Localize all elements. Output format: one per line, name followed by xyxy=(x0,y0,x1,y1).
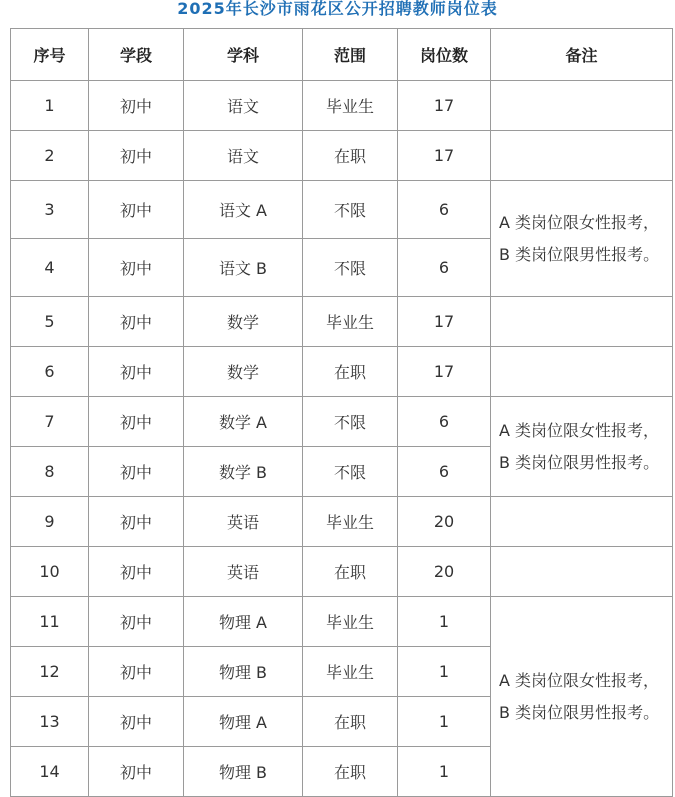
cell-stage: 初中 xyxy=(89,181,184,239)
cell-subject: 数学 xyxy=(184,297,303,347)
cell-note-empty xyxy=(491,81,673,131)
cell-no: 5 xyxy=(11,297,89,347)
cell-note-empty xyxy=(491,131,673,181)
cell-count: 1 xyxy=(398,747,491,797)
cell-scope: 在职 xyxy=(303,747,398,797)
cell-no: 4 xyxy=(11,239,89,297)
table-row xyxy=(11,397,673,447)
cell-note: A 类岗位限女性报考，B 类岗位限男性报考。 xyxy=(491,181,673,297)
cell-subject: 语文 xyxy=(184,131,303,181)
cell-no: 14 xyxy=(11,747,89,797)
cell-scope: 不限 xyxy=(303,239,398,297)
table-row xyxy=(11,131,673,181)
cell-scope: 毕业生 xyxy=(303,497,398,547)
cell-subject: 英语 xyxy=(184,547,303,597)
cell-count: 6 xyxy=(398,397,491,447)
cell-no: 13 xyxy=(11,697,89,747)
cell-subject: 物理 B xyxy=(184,747,303,797)
table-row xyxy=(11,597,673,647)
header-subject: 学科 xyxy=(184,29,303,81)
cell-stage: 初中 xyxy=(89,447,184,497)
cell-count: 17 xyxy=(398,81,491,131)
cell-stage: 初中 xyxy=(89,747,184,797)
cell-note-empty xyxy=(491,347,673,397)
cell-subject: 语文 xyxy=(184,81,303,131)
cell-note: A 类岗位限女性报考，B 类岗位限男性报考。 xyxy=(491,397,673,497)
header-stage: 学段 xyxy=(89,29,184,81)
cell-count: 17 xyxy=(398,131,491,181)
cell-subject: 物理 A xyxy=(184,697,303,747)
cell-count: 1 xyxy=(398,597,491,647)
table-row xyxy=(11,297,673,347)
cell-scope: 毕业生 xyxy=(303,647,398,697)
cell-stage: 初中 xyxy=(89,497,184,547)
cell-scope: 在职 xyxy=(303,697,398,747)
cell-no: 8 xyxy=(11,447,89,497)
cell-stage: 初中 xyxy=(89,239,184,297)
cell-count: 1 xyxy=(398,647,491,697)
cell-count: 17 xyxy=(398,297,491,347)
cell-no: 1 xyxy=(11,81,89,131)
cell-scope: 毕业生 xyxy=(303,297,398,347)
header-no: 序号 xyxy=(11,29,89,81)
cell-note-empty xyxy=(491,497,673,547)
cell-subject: 数学 A xyxy=(184,397,303,447)
header-count: 岗位数 xyxy=(398,29,491,81)
table-row xyxy=(11,547,673,597)
cell-count: 1 xyxy=(398,697,491,747)
cell-count: 17 xyxy=(398,347,491,397)
cell-scope: 毕业生 xyxy=(303,597,398,647)
cell-subject: 数学 B xyxy=(184,447,303,497)
cell-scope: 在职 xyxy=(303,347,398,397)
cell-count: 6 xyxy=(398,239,491,297)
cell-no: 6 xyxy=(11,347,89,397)
cell-no: 10 xyxy=(11,547,89,597)
header-note: 备注 xyxy=(491,29,673,81)
cell-scope: 不限 xyxy=(303,181,398,239)
table-header-row xyxy=(11,29,673,81)
cell-stage: 初中 xyxy=(89,131,184,181)
cell-no: 3 xyxy=(11,181,89,239)
cell-subject: 语文 A xyxy=(184,181,303,239)
cell-subject: 英语 xyxy=(184,497,303,547)
cell-subject: 数学 xyxy=(184,347,303,397)
cell-count: 20 xyxy=(398,547,491,597)
table-row xyxy=(11,181,673,239)
cell-stage: 初中 xyxy=(89,597,184,647)
cell-subject: 物理 A xyxy=(184,597,303,647)
cell-note-empty xyxy=(491,297,673,347)
cell-stage: 初中 xyxy=(89,347,184,397)
cell-stage: 初中 xyxy=(89,81,184,131)
cell-scope: 在职 xyxy=(303,547,398,597)
cell-stage: 初中 xyxy=(89,547,184,597)
cell-stage: 初中 xyxy=(89,297,184,347)
table-row xyxy=(11,497,673,547)
cell-no: 7 xyxy=(11,397,89,447)
cell-no: 2 xyxy=(11,131,89,181)
page-title: 2025年长沙市雨花区公开招聘教师岗位表 xyxy=(177,0,498,18)
cell-subject: 语文 B xyxy=(184,239,303,297)
cell-no: 9 xyxy=(11,497,89,547)
table-row xyxy=(11,347,673,397)
cell-count: 6 xyxy=(398,447,491,497)
cell-stage: 初中 xyxy=(89,697,184,747)
header-scope: 范围 xyxy=(303,29,398,81)
cell-subject: 物理 B xyxy=(184,647,303,697)
cell-note-empty xyxy=(491,547,673,597)
cell-scope: 不限 xyxy=(303,397,398,447)
cell-stage: 初中 xyxy=(89,397,184,447)
cell-no: 12 xyxy=(11,647,89,697)
cell-scope: 在职 xyxy=(303,131,398,181)
cell-scope: 不限 xyxy=(303,447,398,497)
cell-count: 6 xyxy=(398,181,491,239)
cell-no: 11 xyxy=(11,597,89,647)
cell-count: 20 xyxy=(398,497,491,547)
cell-stage: 初中 xyxy=(89,647,184,697)
cell-note: A 类岗位限女性报考，B 类岗位限男性报考。 xyxy=(491,597,673,797)
table-row xyxy=(11,81,673,131)
job-table xyxy=(10,28,673,797)
cell-scope: 毕业生 xyxy=(303,81,398,131)
